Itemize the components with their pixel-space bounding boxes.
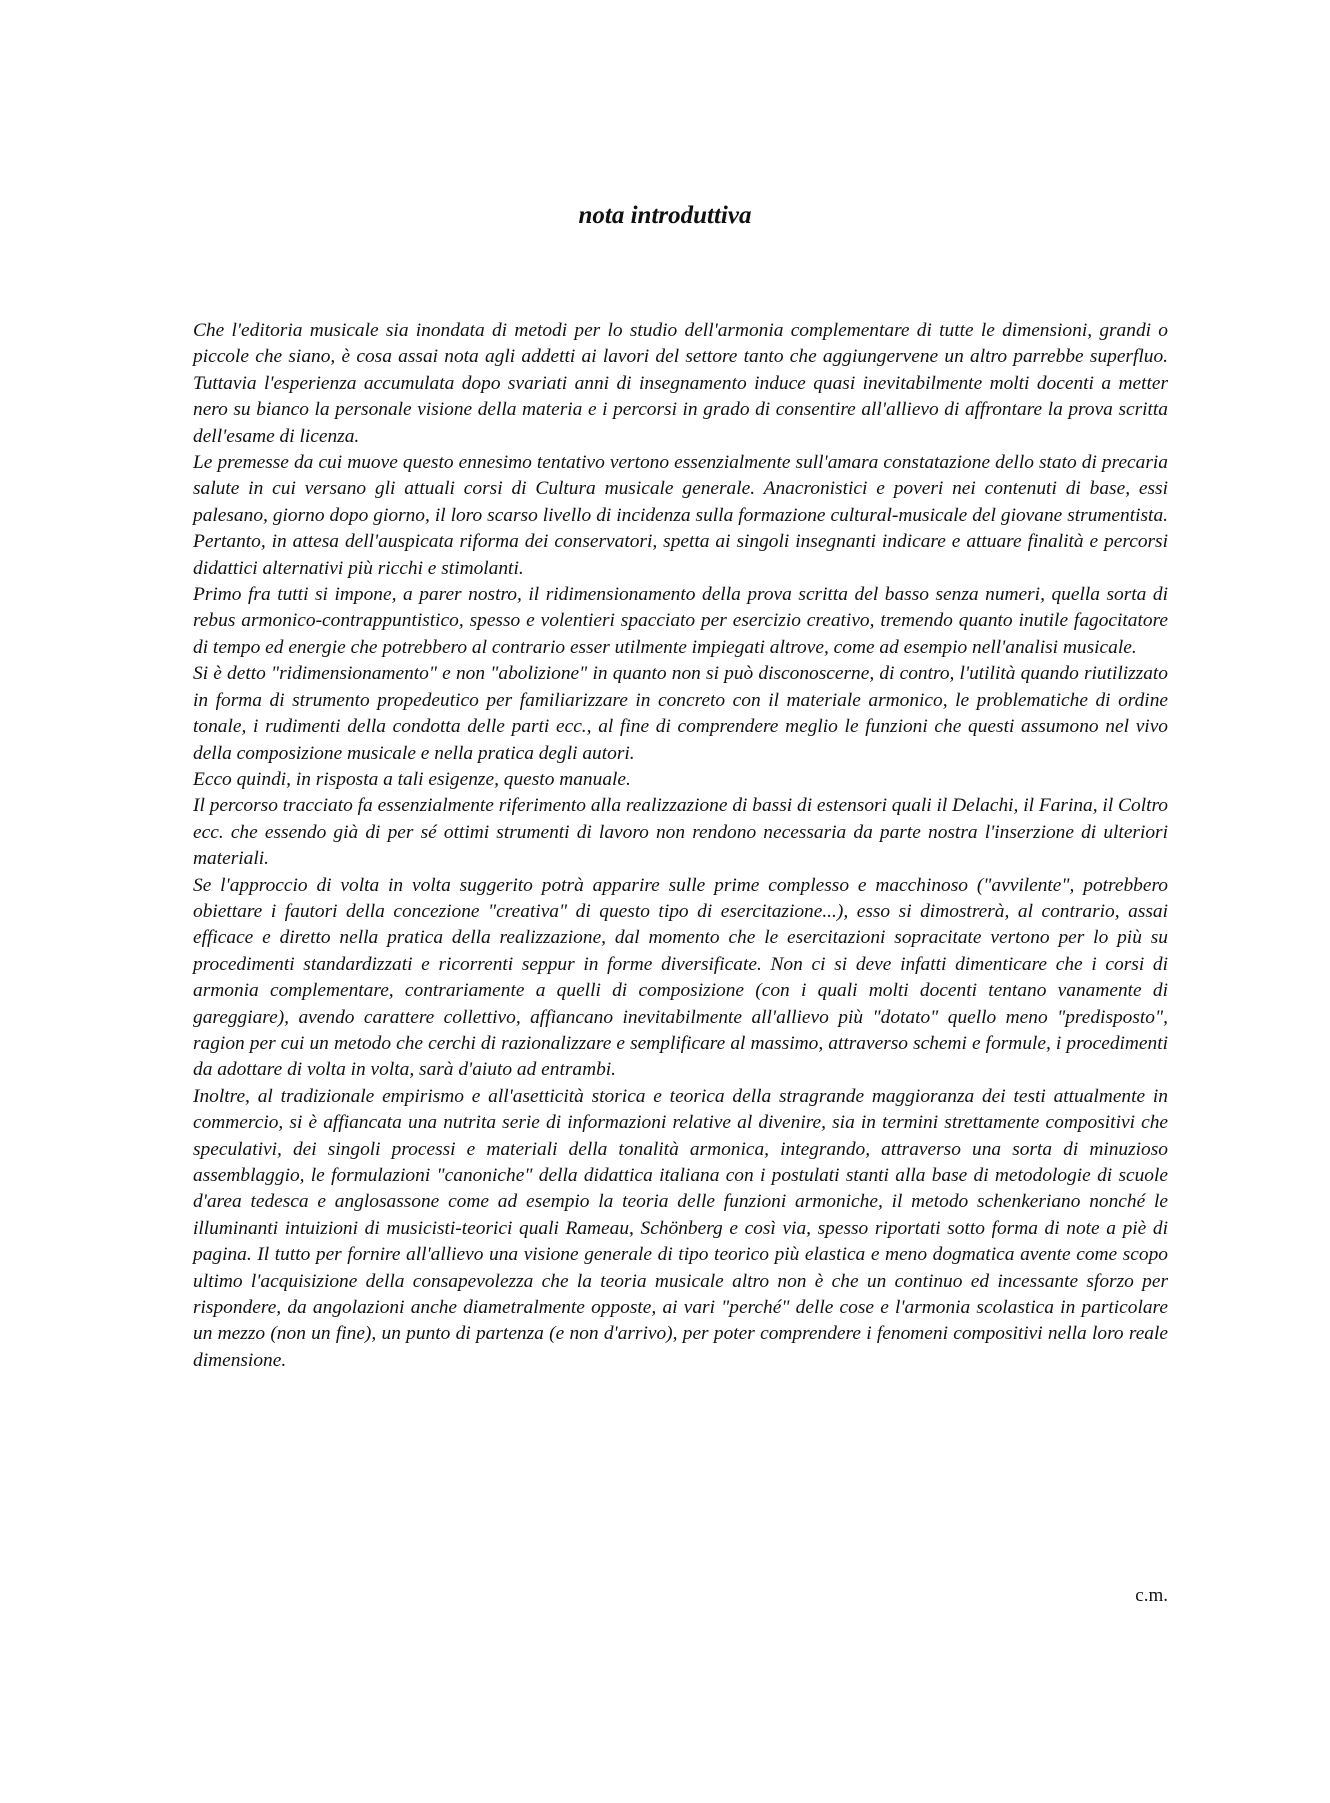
paragraph-3: Primo fra tutti si impone, a parer nostro, il ridimensionamento della prova scritta del basso senza numeri, quella sorta di rebus armonico-contrappuntistico, spesso e volentieri spacciato per esercizio creativo, tremendo quanto inutile fagocitatore di tempo ed energie che potrebbero al contrario esser utilmente impiegati altrove, come ad esempio nell'analisi musicale. bbox=[193, 584, 1168, 658]
paragraph-6: Il percorso tracciato fa essenzialmente riferimento alla realizzazione di bassi di estensori quali il Delachi, il Farina, il Coltro ecc. che essendo già di per sé ottimi strumenti di lavoro non rendono necessaria da parte nostra l'inserzione di ulteriori materiali. bbox=[193, 795, 1168, 870]
paragraph-1: Che l'editoria musicale sia inondata di metodi per lo studio dell'armonia complementare di tutte le dimensioni, grandi o piccole che siano, è cosa assai nota agli addetti ai lavori del settore tanto che aggiungervene un altro parrebbe superfluo. Tuttavia l'esperienza accumulata dopo svariati anni di insegnamento induce quasi inevitabilmente molti docenti a metter nero su bianco la personale visione della materia e i percorsi in grado di consentire all'allievo di affrontare la prova scritta dell'esame di licenza. bbox=[193, 320, 1168, 447]
paragraph-5: Ecco quindi, in risposta a tali esigenze, questo manuale. bbox=[193, 768, 631, 790]
signature: c.m. bbox=[1135, 1585, 1168, 1606]
page-title: nota introduttiva bbox=[578, 202, 752, 229]
paragraph-2: Le premesse da cui muove questo ennesimo tentativo vertono essenzialmente sull'amara constatazione dello stato di precaria salute in cui versano gli attuali corsi di Cultura musicale generale. Anacronistici e poveri nei contenuti di base, essi palesano, giorno dopo giorno, il loro scarso livello di incidenza sulla formazione cultural-musicale del giovane strumentista. Pertanto, in attesa dell'auspicata riforma dei conservatori, spetta ai singoli insegnanti indicare e attuare finalità e percorsi didattici alternativi più ricchi e stimolanti. bbox=[193, 452, 1168, 579]
paragraph-8: Inoltre, al tradizionale empirismo e all'asetticità storica e teorica della stragrande maggioranza dei testi attualmente in commercio, si è affiancata una nutrita serie di informazioni relative al divenire, sia in termini strettamente compositivi che speculativi, dei singoli processi e materiali della tonalità armonica, integrando, attraverso una sorta di minuzioso assemblaggio, le formulazioni "canoniche" della didattica italiana con i postulati stanti alla base di metodologie di scuole d'area tedesca e anglosassone come ad esempio la teoria delle funzioni armoniche, il metodo schenkeriano nonché le illuminanti intuizioni di musicisti-teorici quali Rameau, Schönberg e così via, spesso riportati sotto forma di note a piè di pagina. Il tutto per fornire all'allievo una visione generale di tipo teorico più elastica e meno dogmatica avente come scopo ultimo l'acquisizione della consapevolezza che la teoria musicale altro non è che un continuo ed incessante sforzo per rispondere, da angolazioni anche diametralmente opposte, ai vari "perché" delle cose e l'armonia scolastica in particolare un mezzo (non un fine), un punto di partenza (e non d'arrivo), per poter comprendere i fenomeni compositivi nella loro reale dimensione. bbox=[193, 1085, 1168, 1371]
body-text bbox=[193, 318, 1168, 1374]
paragraph-7: Se l'approccio di volta in volta suggerito potrà apparire sulle prime complesso e macchinoso ("avvilente", potrebbero obiettare i fautori della concezione "creativa" di questo tipo di esercitazione...), esso si dimostrerà, al contrario, assai efficace e diretto nella pratica della realizzazione, dal momento che le esercitazioni sopracitate vertono per lo più su procedimenti standardizzati e ricorrenti seppur in forme diversificate. Non ci si deve infatti dimenticare che i corsi di armonia complementare, contrariamente a quelli di composizione (con i quali molti docenti tentano vanamente di gareggiare), avendo carattere collettivo, affiancano inevitabilmente all'allievo più "dotato" quello meno "predisposto", ragion per cui un metodo che cerchi di razionalizzare e semplificare al massimo, attraverso schemi e formule, i procedimenti da adottare di volta in volta, sarà d'aiuto ad entrambi. bbox=[193, 874, 1168, 1081]
paragraph-4: Si è detto "ridimensionamento" e non "abolizione" in quanto non si può disconoscerne, di contro, l'utilità quando riutilizzato in forma di strumento propedeutico per familiarizzare in concreto con il materiale armonico, le problematiche di ordine tonale, i rudimenti della condotta delle parti ecc., al fine di comprendere meglio le funzioni che questi assumono nel vivo della composizione musicale e nella pratica degli autori. bbox=[193, 663, 1168, 764]
